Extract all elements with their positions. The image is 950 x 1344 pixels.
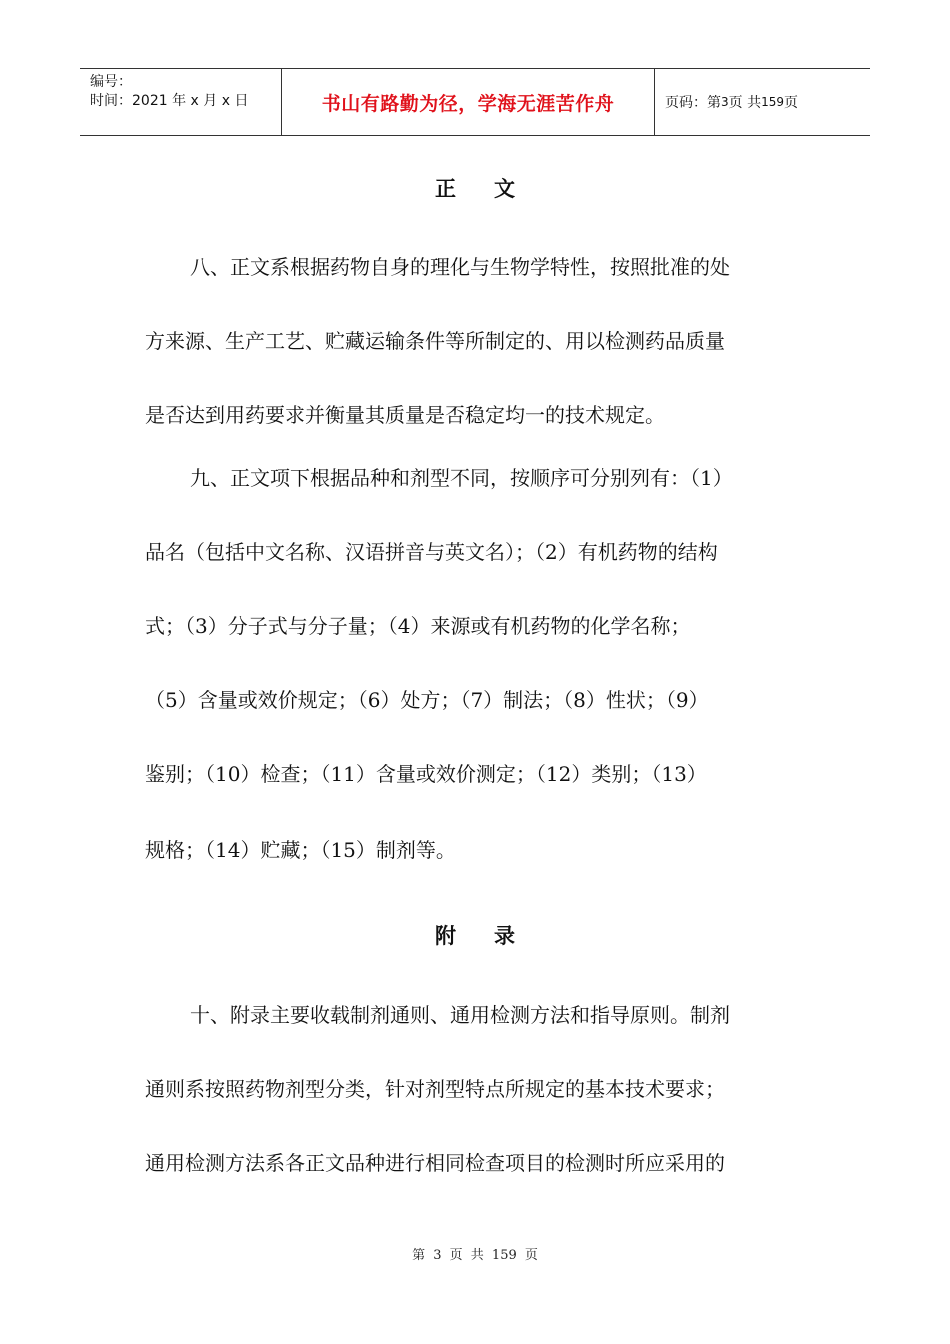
paragraph-line: 是否达到用药要求并衡量其质量是否稳定均一的技术规定。	[145, 403, 665, 427]
paragraph-line: 十、附录主要收载制剂通则、通用检测方法和指导原则。制剂	[190, 1003, 730, 1027]
number-label: 编号：	[90, 74, 132, 90]
paragraph-line: 方来源、生产工艺、贮藏运输条件等所制定的、用以检测药品质量	[145, 329, 725, 353]
paragraph-line: 品名（包括中文名称、汉语拼音与英文名）；（2）有机药物的结构	[145, 540, 718, 564]
paragraph-line: 鉴别；（10）检查；（11）含量或效价测定；（12）类别；（13）	[145, 762, 707, 786]
paragraph-line: 通则系按照药物剂型分类，针对剂型特点所规定的基本技术要求；	[145, 1077, 725, 1101]
paragraph-line: 八、正文系根据药物自身的理化与生物学特性，按照批准的处	[190, 255, 730, 279]
page-current: 3	[721, 95, 729, 109]
page-prefix: 页码：第	[665, 95, 721, 111]
motto-text: 书山有路勤为径，学海无涯苦作舟	[321, 92, 615, 115]
paragraph-line: 通用检测方法系各正文品种进行相同检查项目的检测时所应采用的	[145, 1151, 725, 1175]
section-title-main-text: 正文	[435, 177, 553, 201]
paragraph-line: （5）含量或效价规定；（6）处方；（7）制法；（8）性状；（9）	[145, 688, 709, 712]
header-motto-cell	[282, 69, 655, 135]
paragraph-line: 规格；（14）贮藏；（15）制剂等。	[145, 838, 456, 862]
page-footer: 第 3 页 共 159 页	[412, 1248, 538, 1263]
section-title-appendix: 附录	[435, 924, 553, 948]
paragraph-line: 式；（3）分子式与分子量；（4）来源或有机药物的化学名称；	[145, 614, 691, 638]
page-total: 159	[761, 95, 784, 109]
header-info-cell	[80, 69, 282, 135]
time-label: 时间：2021 年 x 月 x 日	[90, 93, 249, 109]
header-page-cell	[655, 69, 870, 135]
page-middle: 页 共	[728, 95, 762, 111]
document-header	[80, 68, 870, 136]
paragraph-line: 九、正文项下根据品种和剂型不同，按顺序可分别列有：（1）	[190, 466, 733, 490]
page-suffix: 页	[784, 95, 798, 111]
